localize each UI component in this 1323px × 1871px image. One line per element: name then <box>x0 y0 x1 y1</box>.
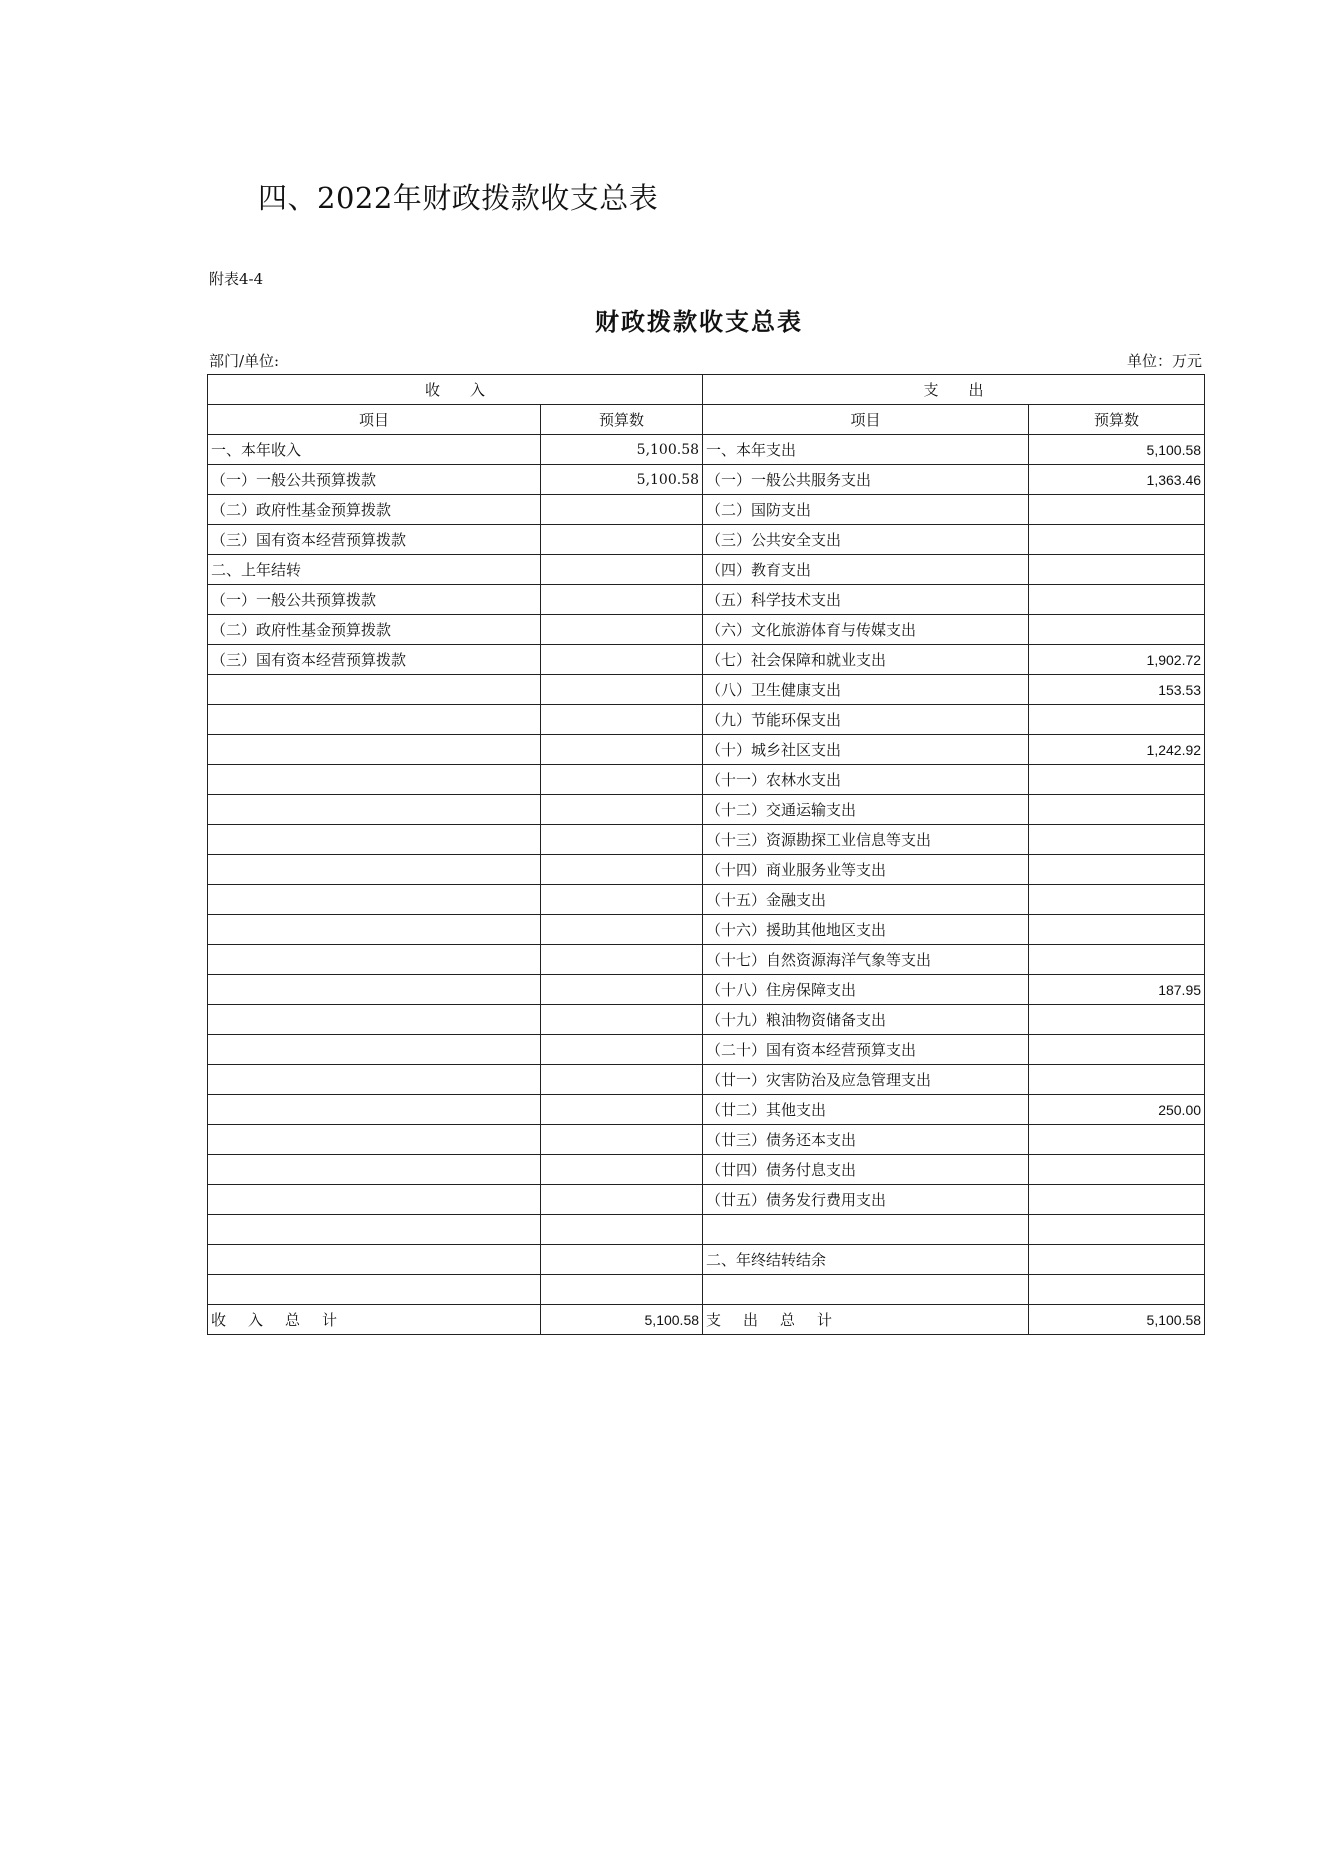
income-value-cell <box>541 1245 703 1275</box>
expense-value-cell <box>1029 1245 1205 1275</box>
income-budget-header: 预算数 <box>541 405 703 435</box>
table-row <box>208 855 1205 885</box>
table-row <box>208 1005 1205 1035</box>
department-label: 部门/单位: <box>209 352 280 370</box>
table-row <box>208 1215 1205 1245</box>
income-value-cell <box>541 735 703 765</box>
table-row <box>208 945 1205 975</box>
income-value-cell <box>541 525 703 555</box>
table-row <box>208 525 1205 555</box>
table-row <box>208 675 1205 705</box>
income-value-cell <box>541 495 703 525</box>
income-item-cell: 二、上年结转 <box>208 555 541 585</box>
expense-item-cell: （廿四）债务付息支出 <box>703 1155 1029 1185</box>
table-row <box>208 975 1205 1005</box>
income-value-cell <box>541 1275 703 1305</box>
income-value-cell <box>541 615 703 645</box>
expense-item-cell: （二）国防支出 <box>703 495 1029 525</box>
income-value-cell <box>541 645 703 675</box>
table-row <box>208 615 1205 645</box>
expense-item-cell: （十六）援助其他地区支出 <box>703 915 1029 945</box>
expense-value-cell <box>1029 855 1205 885</box>
table-row <box>208 1155 1205 1185</box>
expense-item-cell: （六）文化旅游体育与传媒支出 <box>703 615 1029 645</box>
income-total-label: 收入总计 <box>208 1305 541 1335</box>
expense-item-cell: （七）社会保障和就业支出 <box>703 645 1029 675</box>
table-row <box>208 465 1205 495</box>
income-item-cell <box>208 855 541 885</box>
expense-value-cell <box>1029 1185 1205 1215</box>
expense-value-cell <box>1029 615 1205 645</box>
income-value-cell: 5,100.58 <box>541 465 703 495</box>
expense-value-cell <box>1029 1275 1205 1305</box>
expense-item-cell: （十二）交通运输支出 <box>703 795 1029 825</box>
expense-item-cell: （十五）金融支出 <box>703 885 1029 915</box>
income-item-cell <box>208 1215 541 1245</box>
income-item-cell <box>208 705 541 735</box>
expense-value-cell <box>1029 525 1205 555</box>
table-row <box>208 585 1205 615</box>
income-item-cell <box>208 825 541 855</box>
expense-value-cell <box>1029 1155 1205 1185</box>
income-item-cell <box>208 1035 541 1065</box>
income-value-cell <box>541 1065 703 1095</box>
income-value-cell <box>541 1125 703 1155</box>
income-value-cell <box>541 1155 703 1185</box>
expense-item-cell: （九）节能环保支出 <box>703 705 1029 735</box>
income-item-cell <box>208 885 541 915</box>
income-value-cell <box>541 555 703 585</box>
table-row <box>208 1245 1205 1275</box>
table-row <box>208 645 1205 675</box>
expense-section-header: 支 出 <box>703 375 1205 405</box>
income-item-cell <box>208 1005 541 1035</box>
expense-value-cell <box>1029 555 1205 585</box>
expense-value-cell: 1,242.92 <box>1029 735 1205 765</box>
income-value-cell <box>541 675 703 705</box>
expense-item-cell: （三）公共安全支出 <box>703 525 1029 555</box>
table-title: 财政拨款收支总表 <box>595 307 803 336</box>
income-value-cell <box>541 765 703 795</box>
income-value-cell <box>541 1095 703 1125</box>
expense-item-cell <box>703 1215 1029 1245</box>
expense-item-header: 项目 <box>703 405 1029 435</box>
income-section-header: 收 入 <box>208 375 703 405</box>
income-value-cell <box>541 915 703 945</box>
expense-item-cell: 二、年终结转结余 <box>703 1245 1029 1275</box>
expense-item-cell: （廿五）债务发行费用支出 <box>703 1185 1029 1215</box>
income-value-cell <box>541 975 703 1005</box>
income-item-cell <box>208 675 541 705</box>
expense-item-cell: （十四）商业服务业等支出 <box>703 855 1029 885</box>
expense-value-cell <box>1029 795 1205 825</box>
expense-item-cell: （十八）住房保障支出 <box>703 975 1029 1005</box>
income-value-cell <box>541 1215 703 1245</box>
income-value-cell <box>541 825 703 855</box>
income-item-cell: （二）政府性基金预算拨款 <box>208 495 541 525</box>
income-value-cell <box>541 795 703 825</box>
table-row <box>208 1035 1205 1065</box>
table-row <box>208 885 1205 915</box>
expense-value-cell <box>1029 495 1205 525</box>
page-heading: 四、2022年财政拨款收支总表 <box>258 181 659 215</box>
expense-value-cell: 153.53 <box>1029 675 1205 705</box>
table-row <box>208 795 1205 825</box>
expense-item-cell: （八）卫生健康支出 <box>703 675 1029 705</box>
income-total-value: 5,100.58 <box>541 1305 703 1335</box>
expense-item-cell: （十三）资源勘探工业信息等支出 <box>703 825 1029 855</box>
income-item-cell <box>208 1155 541 1185</box>
table-row <box>208 705 1205 735</box>
expense-total-label: 支出总计 <box>703 1305 1029 1335</box>
table-row <box>208 1095 1205 1125</box>
expense-value-cell <box>1029 1125 1205 1155</box>
income-value-cell: 5,100.58 <box>541 435 703 465</box>
table-row <box>208 735 1205 765</box>
expense-item-cell: （二十）国有资本经营预算支出 <box>703 1035 1029 1065</box>
section-header-row <box>208 375 1205 405</box>
income-item-cell <box>208 945 541 975</box>
expense-value-cell: 187.95 <box>1029 975 1205 1005</box>
table-row <box>208 1185 1205 1215</box>
expense-item-cell: （十）城乡社区支出 <box>703 735 1029 765</box>
expense-value-cell: 5,100.58 <box>1029 435 1205 465</box>
income-item-cell: （一）一般公共预算拨款 <box>208 585 541 615</box>
income-value-cell <box>541 1035 703 1065</box>
table-row <box>208 1125 1205 1155</box>
expense-value-cell <box>1029 705 1205 735</box>
table-row <box>208 435 1205 465</box>
expense-value-cell <box>1029 1065 1205 1095</box>
expense-value-cell <box>1029 885 1205 915</box>
income-value-cell <box>541 885 703 915</box>
income-item-cell <box>208 1275 541 1305</box>
expense-value-cell: 250.00 <box>1029 1095 1205 1125</box>
income-value-cell <box>541 1185 703 1215</box>
table-row <box>208 555 1205 585</box>
expense-item-cell: （廿三）债务还本支出 <box>703 1125 1029 1155</box>
income-item-cell <box>208 765 541 795</box>
expense-item-cell: （廿一）灾害防治及应急管理支出 <box>703 1065 1029 1095</box>
expense-value-cell: 1,363.46 <box>1029 465 1205 495</box>
income-item-cell <box>208 1245 541 1275</box>
income-item-cell: （一）一般公共预算拨款 <box>208 465 541 495</box>
expense-value-cell: 1,902.72 <box>1029 645 1205 675</box>
income-value-cell <box>541 855 703 885</box>
income-item-cell <box>208 975 541 1005</box>
income-item-cell <box>208 1065 541 1095</box>
expense-item-cell: （廿二）其他支出 <box>703 1095 1029 1125</box>
income-item-cell: （二）政府性基金预算拨款 <box>208 615 541 645</box>
expense-value-cell <box>1029 915 1205 945</box>
income-item-header: 项目 <box>208 405 541 435</box>
income-item-cell: （三）国有资本经营预算拨款 <box>208 645 541 675</box>
expense-item-cell: 一、本年支出 <box>703 435 1029 465</box>
table-row <box>208 1065 1205 1095</box>
expense-value-cell <box>1029 945 1205 975</box>
expense-value-cell <box>1029 1005 1205 1035</box>
income-value-cell <box>541 1005 703 1035</box>
expense-item-cell: （一）一般公共服务支出 <box>703 465 1029 495</box>
table-row <box>208 915 1205 945</box>
income-item-cell: （三）国有资本经营预算拨款 <box>208 525 541 555</box>
income-value-cell <box>541 705 703 735</box>
income-item-cell <box>208 915 541 945</box>
income-item-cell <box>208 1185 541 1215</box>
expense-budget-header: 预算数 <box>1029 405 1205 435</box>
income-value-cell <box>541 945 703 975</box>
expense-item-cell: （十一）农林水支出 <box>703 765 1029 795</box>
expense-item-cell: （四）教育支出 <box>703 555 1029 585</box>
attachment-label: 附表4-4 <box>209 270 264 288</box>
expense-value-cell <box>1029 1035 1205 1065</box>
expense-value-cell <box>1029 1215 1205 1245</box>
table-row <box>208 765 1205 795</box>
table-row <box>208 1275 1205 1305</box>
income-item-cell <box>208 1125 541 1155</box>
expense-value-cell <box>1029 765 1205 795</box>
totals-row <box>208 1305 1205 1335</box>
table-row <box>208 825 1205 855</box>
unit-label: 单位：万元 <box>1126 352 1202 370</box>
expense-value-cell <box>1029 585 1205 615</box>
income-item-cell <box>208 1095 541 1125</box>
column-header-row <box>208 405 1205 435</box>
finance-summary-table <box>207 374 1205 1335</box>
expense-item-cell <box>703 1275 1029 1305</box>
income-value-cell <box>541 585 703 615</box>
income-item-cell <box>208 735 541 765</box>
expense-item-cell: （十九）粮油物资储备支出 <box>703 1005 1029 1035</box>
income-item-cell <box>208 795 541 825</box>
expense-total-value: 5,100.58 <box>1029 1305 1205 1335</box>
expense-item-cell: （十七）自然资源海洋气象等支出 <box>703 945 1029 975</box>
expense-value-cell <box>1029 825 1205 855</box>
table-row <box>208 495 1205 525</box>
income-item-cell: 一、本年收入 <box>208 435 541 465</box>
expense-item-cell: （五）科学技术支出 <box>703 585 1029 615</box>
